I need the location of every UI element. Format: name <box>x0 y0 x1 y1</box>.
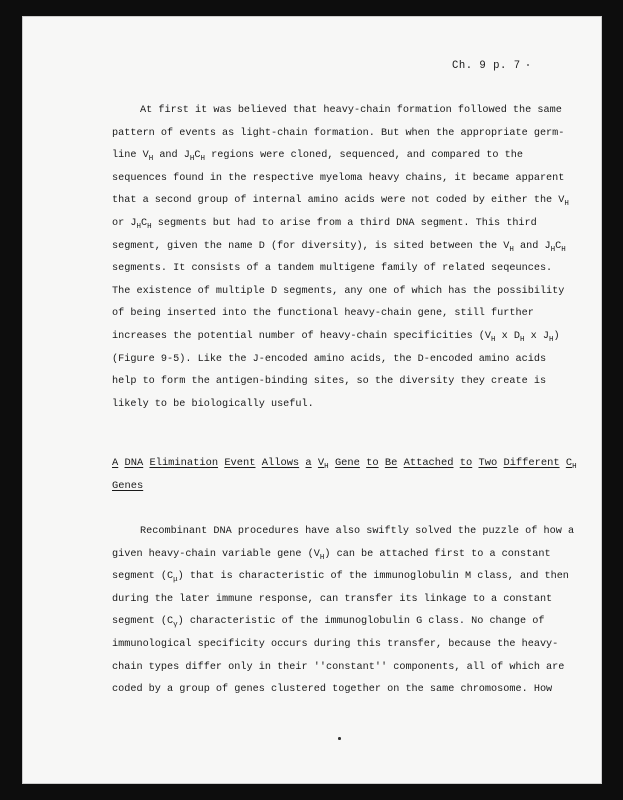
text-run: C <box>194 150 201 162</box>
heading-word-text: to <box>366 457 379 469</box>
text-run: and J <box>153 150 190 162</box>
text-run: C <box>140 217 148 229</box>
subscript: H <box>550 245 556 254</box>
text-run: Recombinant DNA procedures have also swiftly solved the puzzle of how a <box>140 526 575 537</box>
heading-word-text: a <box>305 457 312 469</box>
heading-word <box>224 457 255 469</box>
subscript: H <box>549 335 554 344</box>
heading-word <box>503 457 559 469</box>
heading-line <box>112 452 577 475</box>
text-run: pattern of events as light-chain formation. But when the appropriate germ- <box>112 127 565 139</box>
subscript: H <box>564 200 569 209</box>
heading-word-text: Gene <box>334 457 360 469</box>
heading-word <box>566 457 577 469</box>
text-run: likely to be biologically useful. <box>112 398 314 410</box>
subscript: μ <box>173 576 178 585</box>
text-run: ) that is characteristic of the immunoglobulin M class, and then <box>177 571 569 583</box>
text-line <box>112 544 574 567</box>
heading-word-text: to <box>459 457 473 469</box>
text-line <box>112 190 569 213</box>
text-run: ) characteristic of the immunoglobulin G class. No change of <box>177 616 545 628</box>
page-header: Ch. 9 p. 7 <box>452 60 521 72</box>
text-line <box>112 634 574 657</box>
subscript: H <box>324 463 329 471</box>
text-line <box>112 566 574 589</box>
heading-word <box>478 457 497 469</box>
subscript: γ <box>173 621 178 630</box>
text-run: (Figure 9-5). Like the J-encoded amino acids, the D-encoded amino acids <box>112 353 547 365</box>
text-run: during the later immune response, can transfer its linkage to a constant <box>112 593 553 605</box>
heading-word: Genes <box>112 479 144 492</box>
heading-word-text: DNA <box>124 457 144 469</box>
heading-word <box>149 457 218 469</box>
subscript: H <box>136 222 141 231</box>
heading-word <box>460 457 472 469</box>
text-run: x J <box>524 330 550 342</box>
heading-word <box>318 457 329 469</box>
text-run: immunological specificity occurs during this transfer, because the heavy- <box>112 638 559 650</box>
text-run: sequences found in the respective myeloma heavy chains, it became apparent <box>112 172 565 184</box>
text-run: and J <box>513 240 551 252</box>
heading-word <box>262 457 299 469</box>
text-line <box>112 521 574 544</box>
subscript: H <box>319 553 325 562</box>
text-line <box>112 281 569 304</box>
text-run: At first it was believed that heavy-chain formation followed the same <box>140 105 562 116</box>
text-run: or J <box>112 217 137 229</box>
subscript: H <box>189 155 195 164</box>
text-run: segment (C <box>112 616 174 628</box>
text-run: that a second group of internal amino acids were not coded by either the V <box>112 195 565 207</box>
subscript: H <box>509 245 514 254</box>
subscript: H <box>200 155 206 164</box>
heading-word-text: Allows <box>261 457 300 469</box>
heading-line <box>112 475 577 498</box>
text-run: given heavy-chain variable gene (V <box>112 548 320 560</box>
heading-word-text: Different <box>503 457 560 469</box>
text-line <box>112 611 574 634</box>
text-line <box>112 236 569 259</box>
text-line <box>112 258 569 281</box>
text-run: of being inserted into the functional heavy-chain gene, still further <box>112 308 534 320</box>
text-run: segments but had to arise from a third DNA segment. This third <box>151 217 537 229</box>
text-line <box>112 326 569 349</box>
text-line <box>112 123 569 146</box>
heading-word-text: V <box>317 457 325 469</box>
text-run: segment, given the name D (for diversity), is sited between the V <box>112 240 510 252</box>
text-run: segment (C <box>112 571 174 583</box>
subscript: H <box>561 245 566 254</box>
text-run: segments. It consists of a tandem multigene family of related seqeunces. <box>112 263 553 275</box>
text-run: help to form the antigen-binding sites, so the diversity they create is <box>112 376 547 388</box>
text-line <box>112 213 569 236</box>
text-run: ) can be attached first to a constant <box>324 548 551 560</box>
subscript: H <box>491 335 496 344</box>
heading-word-text: Attached <box>403 457 454 469</box>
text-line <box>112 657 574 680</box>
text-line <box>112 349 569 372</box>
subscript: H <box>572 463 577 471</box>
text-run: chain types differ only in their ''constant'' components, all of which are <box>112 661 565 673</box>
text-run: line V <box>112 150 149 162</box>
text-line <box>112 100 569 123</box>
heading-word-text: Event <box>224 457 256 469</box>
text-line <box>112 589 574 612</box>
text-run: C <box>555 240 562 252</box>
text-line <box>112 145 569 168</box>
subscript: H <box>520 335 525 344</box>
paragraph-2 <box>112 521 574 702</box>
heading-word-text: A <box>112 457 119 469</box>
heading-word-text: Elimination <box>149 457 219 469</box>
text-line <box>112 303 569 326</box>
heading-word <box>404 457 454 469</box>
text-line <box>112 371 569 394</box>
text-run: coded by a group of genes clustered together on the same chromosome. How <box>112 684 553 696</box>
paragraph-1 <box>112 100 569 416</box>
heading-word-text: Two <box>478 457 498 469</box>
text-run: regions were cloned, sequenced, and compared to the <box>205 150 523 162</box>
heading-word-text: Be <box>384 457 398 469</box>
text-run: increases the potential number of heavy-chain specificities (V <box>112 330 492 342</box>
text-line <box>112 394 569 417</box>
document-page <box>22 16 602 784</box>
subscript: H <box>148 155 154 164</box>
speck-mark <box>527 64 529 66</box>
heading-word <box>125 457 144 469</box>
speck-mark-bottom <box>338 737 341 740</box>
subscript: H <box>147 222 152 231</box>
section-heading <box>112 452 577 497</box>
text-run: ) <box>553 330 560 342</box>
text-run: The existence of multiple D segments, any one of which has the possibility <box>112 285 565 297</box>
heading-word <box>112 457 118 469</box>
heading-word <box>385 457 397 469</box>
heading-word-text: C <box>565 457 573 469</box>
heading-word <box>335 457 360 469</box>
text-run: x D <box>495 330 521 342</box>
heading-word <box>366 457 378 469</box>
text-line <box>112 679 574 702</box>
heading-word <box>305 457 311 469</box>
text-line <box>112 168 569 191</box>
